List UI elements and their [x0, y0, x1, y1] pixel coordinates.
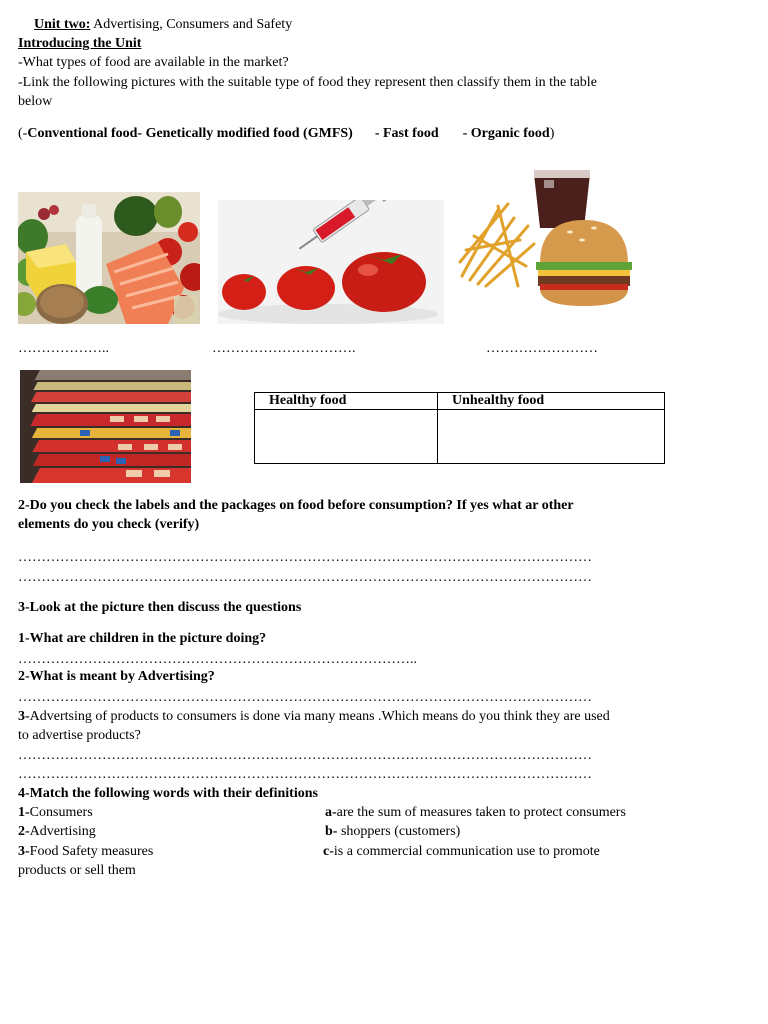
- answer-line[interactable]: ……………………………………………………………………………………………………………: [18, 570, 592, 585]
- table-header-healthy: Healthy food: [255, 393, 438, 410]
- image-gm-tomatoes: [218, 200, 444, 324]
- food-type-gmfs: - Genetically modified food (GMFS): [137, 126, 353, 141]
- match-definition-c: c-is a commercial communication use to promote: [323, 844, 600, 859]
- match-definition-a: a-are the sum of measures taken to protect consumers: [325, 805, 626, 820]
- blank-image-1[interactable]: ………………..: [18, 341, 109, 356]
- answer-line[interactable]: ……………………………………………………………………………………………………………: [18, 690, 592, 705]
- food-type-organic: - Organic food: [462, 126, 550, 141]
- food-type-list: (-Conventional food- Genetically modified food (GMFS) - Fast food - Organic food): [18, 126, 555, 141]
- instruction-link-1: -Link the following pictures with the suitable type of food they represent then classify them in the table: [18, 75, 597, 90]
- intro-heading: Introducing the Unit: [18, 36, 142, 51]
- answer-line[interactable]: ……………………………………………………………………………………………………………: [18, 748, 592, 763]
- classification-table: [254, 392, 665, 464]
- unit-label: Unit two:: [34, 17, 91, 32]
- blank-image-3[interactable]: ……………………: [486, 341, 598, 356]
- table-cell-healthy[interactable]: [255, 410, 438, 464]
- blank-image-2[interactable]: ………………………….: [212, 341, 356, 356]
- match-definition-b: b- shoppers (customers): [325, 824, 461, 839]
- table-header-unhealthy: Unhealthy food: [438, 393, 665, 410]
- food-type-conventional: Conventional food: [27, 126, 138, 141]
- answer-line[interactable]: ……………………………………………………………………………………………………………: [18, 767, 592, 782]
- question-3-1: 1-What are children in the picture doing?: [18, 631, 267, 646]
- instruction-link-2: below: [18, 94, 53, 109]
- question-2-line-1: 2-Do you check the labels and the packages on food before consumption? If yes what ar other: [18, 498, 574, 513]
- question-2-line-2: elements do you check (verify): [18, 517, 200, 532]
- unit-title-line: [34, 16, 292, 34]
- question-food-types: -What types of food are available in the market?: [18, 55, 289, 70]
- unit-title: Advertising, Consumers and Safety: [90, 17, 293, 32]
- match-term-3: 3-Food Safety measures: [18, 844, 154, 859]
- question-3-3-line-1: 3-Advertsing of products to consumers is done via many means .Which means do you think they are used: [18, 709, 610, 724]
- food-type-fast: - Fast food: [374, 126, 439, 141]
- question-3-3-line-2: to advertise products?: [18, 728, 141, 743]
- image-fast-food: [458, 166, 636, 312]
- answer-line[interactable]: ……………………………………………………………………………………………………………: [18, 550, 592, 565]
- image-supermarket-shelf: [20, 370, 191, 483]
- match-term-2: 2-Advertising: [18, 824, 96, 839]
- match-definition-c-wrap: products or sell them: [18, 863, 136, 878]
- image-healthy-food-spread: [18, 192, 200, 324]
- question-3-heading: 3-Look at the picture then discuss the questions: [18, 600, 302, 615]
- table-cell-unhealthy[interactable]: [438, 410, 665, 464]
- question-4-heading: 4-Match the following words with their definitions: [18, 786, 318, 801]
- answer-line[interactable]: …………………………………………………………………………..: [18, 652, 417, 667]
- match-term-1: 1-Consumers: [18, 805, 93, 820]
- question-3-2: 2-What is meant by Advertising?: [18, 669, 215, 684]
